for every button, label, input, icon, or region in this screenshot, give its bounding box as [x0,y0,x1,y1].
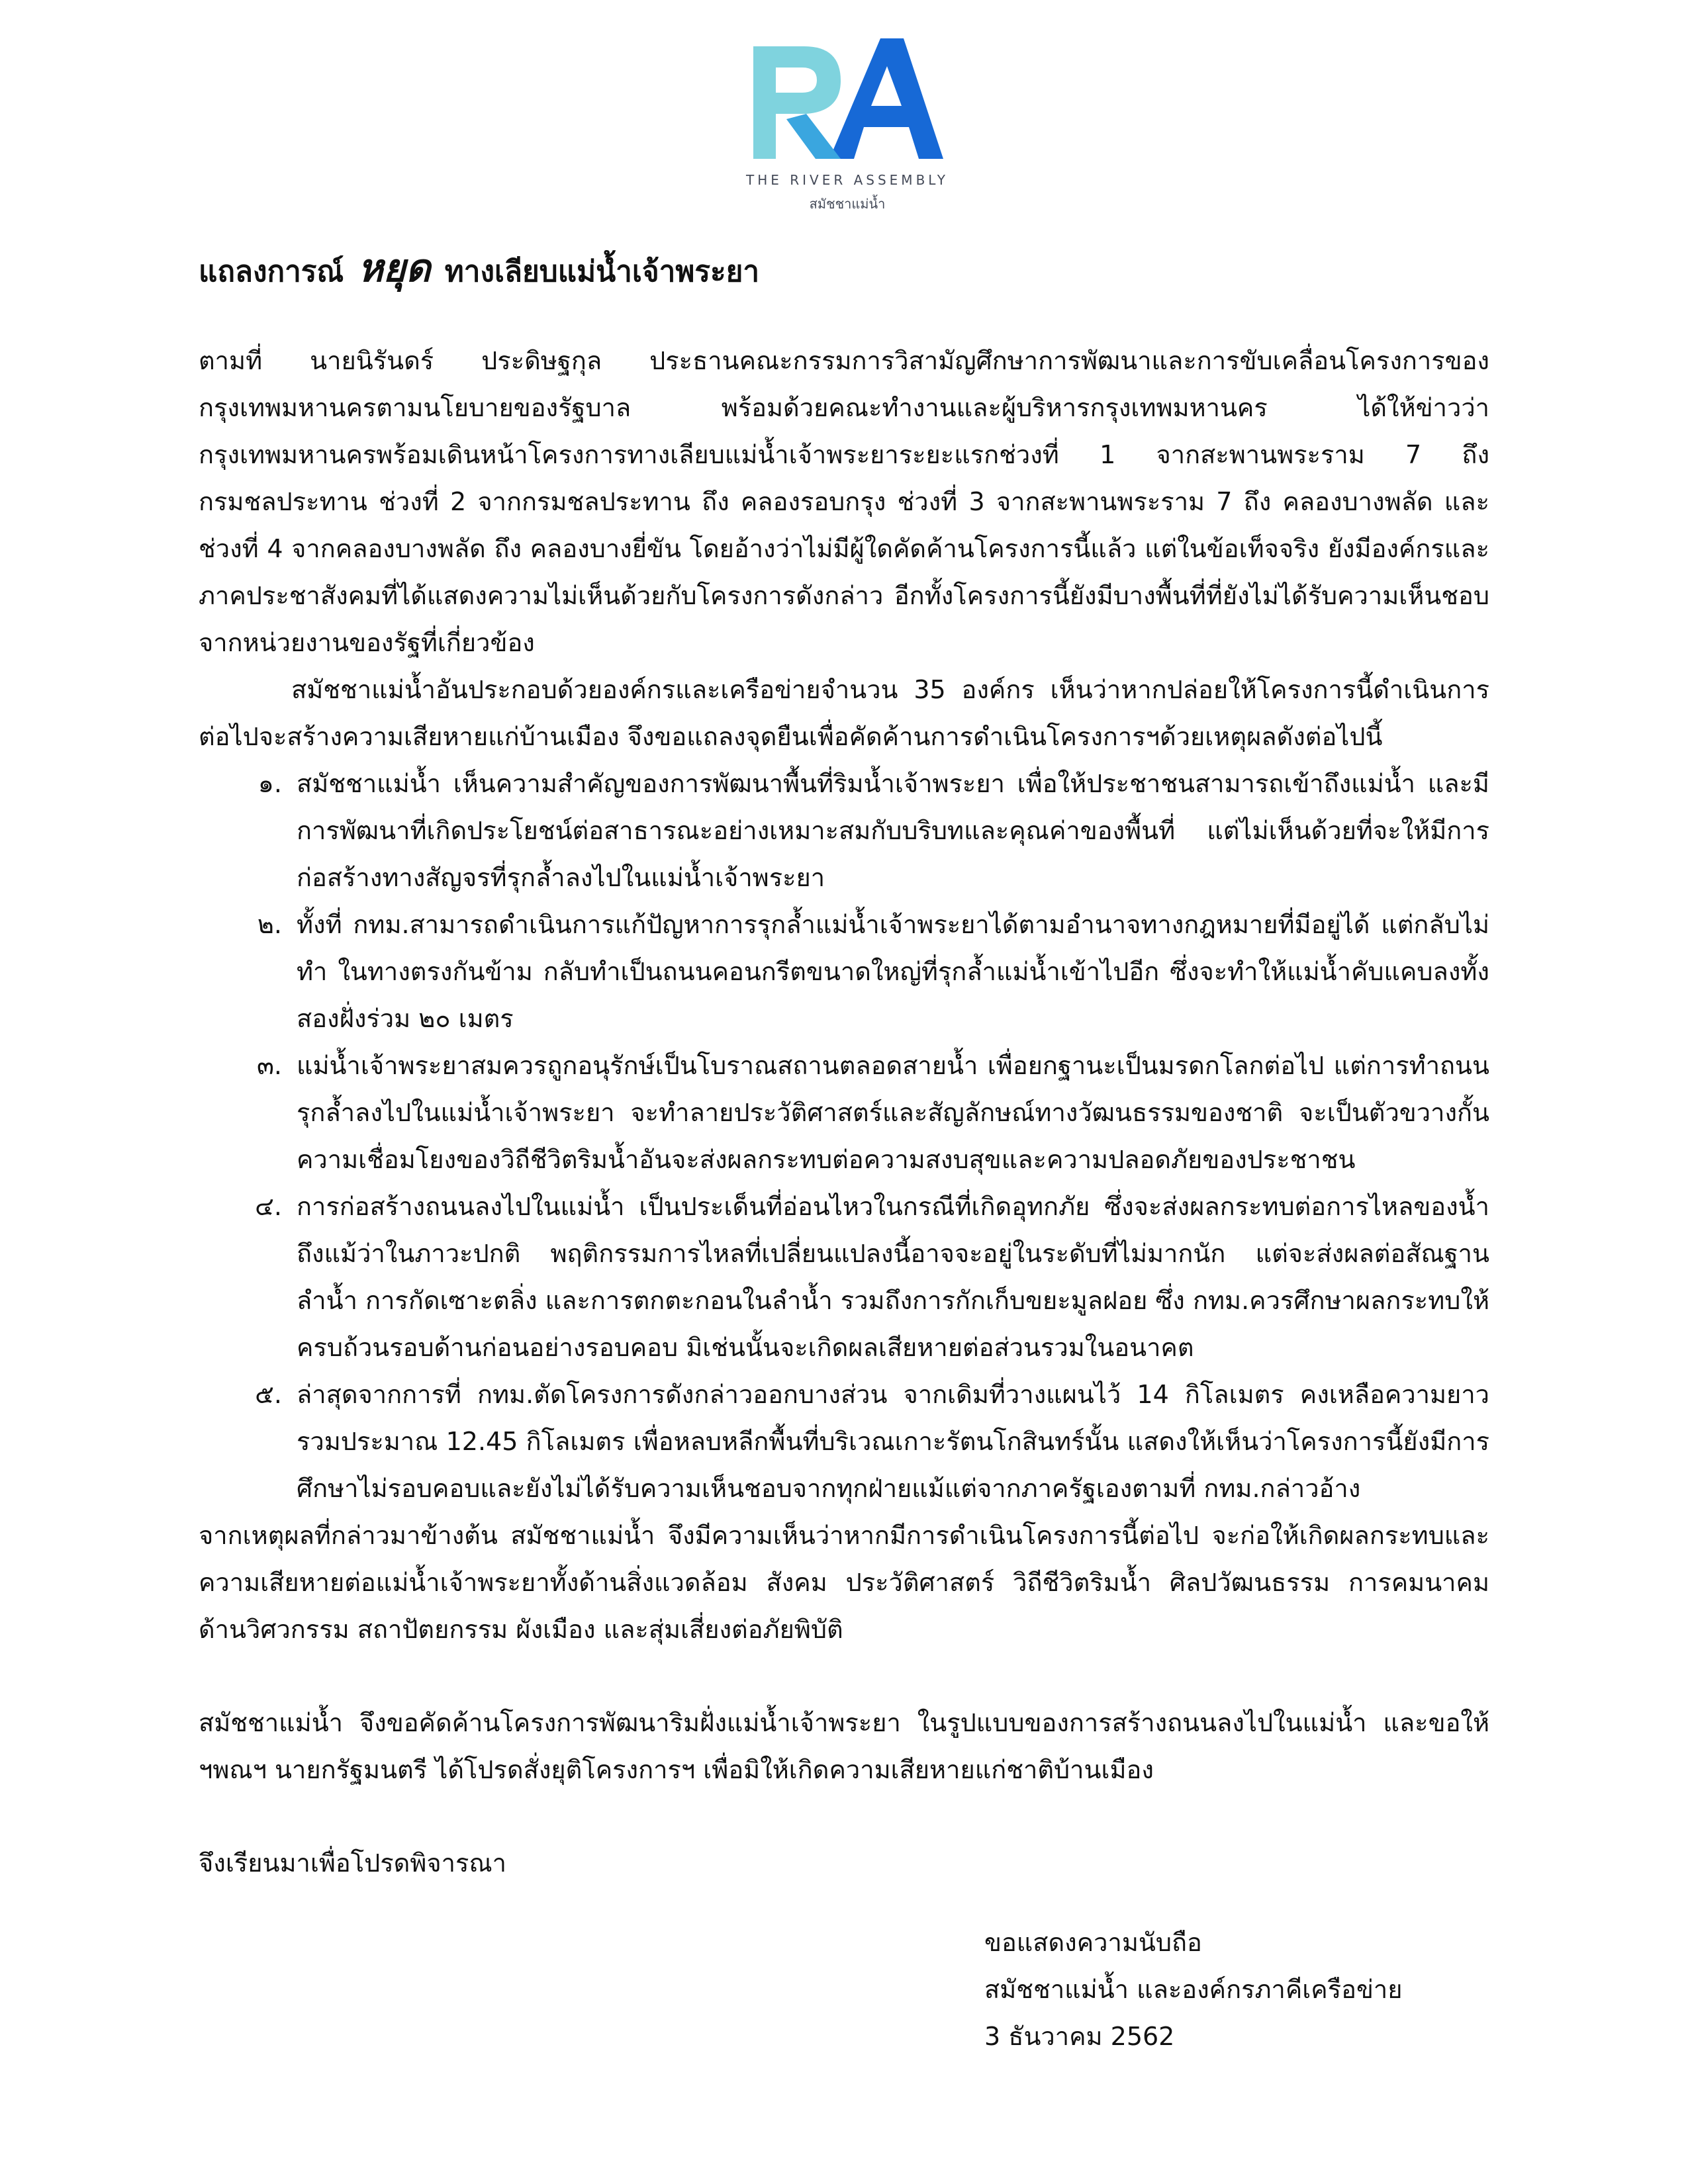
intro-paragraph: ตามที่ นายนิรันดร์ ประดิษฐกุล ประธานคณะกรรมการวิสามัญศึกษาการพัฒนาและการขับเคลื่อนโครงการของกรุงเทพมหานครตามนโยบายของรัฐบาล พร้อมด้วยคณะทำงานและผู้บริหารกรุงเทพมหานคร ได้ให้ข่าวว่า กรุงเทพมหานครพร้อมเดินหน้าโครงการทางเลียบแม่น้ำเจ้าพระยาระยะแรกช่วงที่ 1 จากสะพานพระราม 7 ถึง กรมชลประทาน ช่วงที่ 2 จากกรมชลประทาน ถึง คลองรอบกรุง ช่วงที่ 3 จากสะพานพระราม 7 ถึง คลองบางพลัด และ ช่วงที่ 4 จากคลองบางพลัด ถึง คลองบางยี่ขัน โดยอ้างว่าไม่มีผู้ใดคัดค้านโครงการนี้แล้ว แต่ในข้อเท็จจริง ยังมีองค์กรและภาคประชาสังคมที่ได้แสดงความไม่เห็นด้วยกับโครงการดังกล่าว อีกทั้งโครงการนี้ยังมีบางพื้นที่ที่ยังไม่ได้รับความเห็นชอบจากหน่วยงานของรัฐที่เกี่ยวข้อง [199,346,1489,657]
list-item-number: ๕. [255,1380,282,1409]
request-paragraph: สมัชชาแม่น้ำ จึงขอคัดค้านโครงการพัฒนาริมฝั่งแม่น้ำเจ้าพระยา ในรูปแบบของการสร้างถนนลงไปในแม่น้ำ และขอให้ ฯพณฯ นายกรัฐมนตรี ได้โปรดสั่งยุติโครงการฯ เพื่อมิให้เกิดความเสียหายแก่ชาติบ้านเมือง [199,1708,1489,1784]
closing-line: จึงเรียนมาเพื่อโปรดพิจารณา [199,1848,506,1878]
date-line: 3 ธันวาคม 2562 [984,2022,1175,2051]
list-item-text: แม่น้ำเจ้าพระยาสมควรถูกอนุรักษ์เป็นโบราณสถานตลอดสายน้ำ เพื่อยกฐานะเป็นมรดกโลกต่อไป แต่การทำถนนรุกล้ำลงไปในแม่น้ำเจ้าพระยา จะทำลายประวัติศาสตร์และสัญลักษณ์ทางวัฒนธรรมของชาติ จะเป็นตัวขวางกั้นความเชื่อมโยงของวิถีชีวิตริมน้ำอันจะส่งผลกระทบต่อความสงบสุขและความปลอดภัยของประชาชน [297,1051,1489,1174]
logo-name-thai: สมัชชาแม่น้ำ [809,196,886,212]
list-item-text: ล่าสุดจากการที่ กทม.ตัดโครงการดังกล่าวออกบางส่วน จากเดิมที่วางแผนไว้ 14 กิโลเมตร คงเหลือความยาวรวมประมาณ 12.45 กิโลเมตร เพื่อหลบหลีกพื้นที่บริเวณเกาะรัตนโกสินทร์นั้น แสดงให้เห็นว่าโครงการนี้ยังมีการศึกษาไม่รอบคอบและยังไม่ได้รับความเห็นชอบจากทุกฝ่ายแม้แต่จากภาครัฐเองตามที่ กทม.กล่าวอ้าง [297,1380,1489,1503]
spacer [199,1653,1489,1700]
list-item-number: ๔. [255,1192,282,1221]
list-item [199,1042,1489,1183]
reasons-list [199,760,1489,1512]
list-item-text: ทั้งที่ กทม.สามารถดำเนินการแก้ปัญหาการรุกล้ำแม่น้ำเจ้าพระยาได้ตามอำนาจทางกฎหมายที่มีอยู่ได้ แต่กลับไม่ทำ ในทางตรงกันข้าม กลับทำเป็นถนนคอนกรีตขนาดใหญ่ที่รุกล้ำแม่น้ำเข้าไปอีก ซึ่งจะทำให้แม่น้ำคับแคบลงทั้งสองฝั่งร่วม ๒๐ เมตร [297,910,1489,1033]
list-item-number: ๒. [257,910,282,939]
title-prefix: แถลงการณ์ [199,255,344,289]
list-item [199,1371,1489,1512]
page-title [199,245,1489,295]
title-suffix: ทางเลียบแม่น้ำเจ้าพระยา [444,255,760,289]
ra-logo-mark-icon [741,26,953,165]
conclusion-paragraph: จากเหตุผลที่กล่าวมาข้างต้น สมัชชาแม่น้ำ จึงมีความเห็นว่าหากมีการดำเนินโครงการนี้ต่อไป จะก่อให้เกิดผลกระทบและความเสียหายต่อแม่น้ำเจ้าพระยาทั้งด้านสิ่งแวดล้อม สังคม ประวัติศาสตร์ วิถีชีวิตริมน้ำ ศิลปวัฒนธรรม การคมนาคม ด้านวิศวกรรม สถาปัตยกรรม ผังเมือง และสุ่มเสี่ยงต่อภัยพิบัติ [199,1521,1489,1644]
title-emphasis: หยุด [357,246,431,291]
position-paragraph: สมัชชาแม่น้ำอันประกอบด้วยองค์กรและเครือข่ายจำนวน 35 องค์กร เห็นว่าหากปล่อยให้โครงการนี้ดำเนินการต่อไปจะสร้างความเสียหายแก่บ้านเมือง จึงขอแถลงจุดยืนเพื่อคัดค้านการดำเนินโครงการฯด้วยเหตุผลดังต่อไปนี้ [199,675,1489,751]
list-item-text: สมัชชาแม่น้ำ เห็นความสำคัญของการพัฒนาพื้นที่ริมน้ำเจ้าพระยา เพื่อให้ประชาชนสามารถเข้าถึงแม่น้ำ และมีการพัฒนาที่เกิดประโยชน์ต่อสาธารณะอย่างเหมาะสมกับบริบทและคุณค่าของพื้นที่ แต่ไม่เห็นด้วยที่จะให้มีการก่อสร้างทางสัญจรที่รุกล้ำลงไปในแม่น้ำเจ้าพระยา [297,769,1489,892]
logo-name-english: THE RIVER ASSEMBLY [745,172,949,188]
list-item-text: การก่อสร้างถนนลงไปในแม่น้ำ เป็นประเด็นที่อ่อนไหวในกรณีที่เกิดอุทกภัย ซึ่งจะส่งผลกระทบต่อการไหลของน้ำ ถึงแม้ว่าในภาวะปกติ พฤติกรรมการไหลที่เปลี่ยนแปลงนี้อาจจะอยู่ในระดับที่ไม่มากนัก แต่จะส่งผลต่อสัณฐานลำน้ำ การกัดเซาะตลิ่ง และการตกตะกอนในลำน้ำ รวมถึงการกักเก็บขยะมูลฝอย ซึ่ง กทม.ควรศึกษาผลกระทบให้ครบถ้วนรอบด้านก่อนอย่างรอบคอบ มิเช่นนั้นจะเกิดผลเสียหายต่อส่วนรวมในอนาคต [297,1192,1489,1362]
river-assembly-logo [722,26,973,225]
spacer [199,1794,1489,1840]
statement-body [199,338,1489,1887]
list-item [199,760,1489,901]
regards-line: ขอแสดงความนับถือ [984,1928,1202,1957]
list-item [199,901,1489,1042]
list-item-number: ๑. [258,769,282,798]
signatory-line: สมัชชาแม่น้ำ และองค์กรภาคีเครือข่าย [984,1975,1403,2004]
signature-block [984,1919,1403,2060]
list-item [199,1183,1489,1371]
list-item-number: ๓. [256,1051,282,1080]
